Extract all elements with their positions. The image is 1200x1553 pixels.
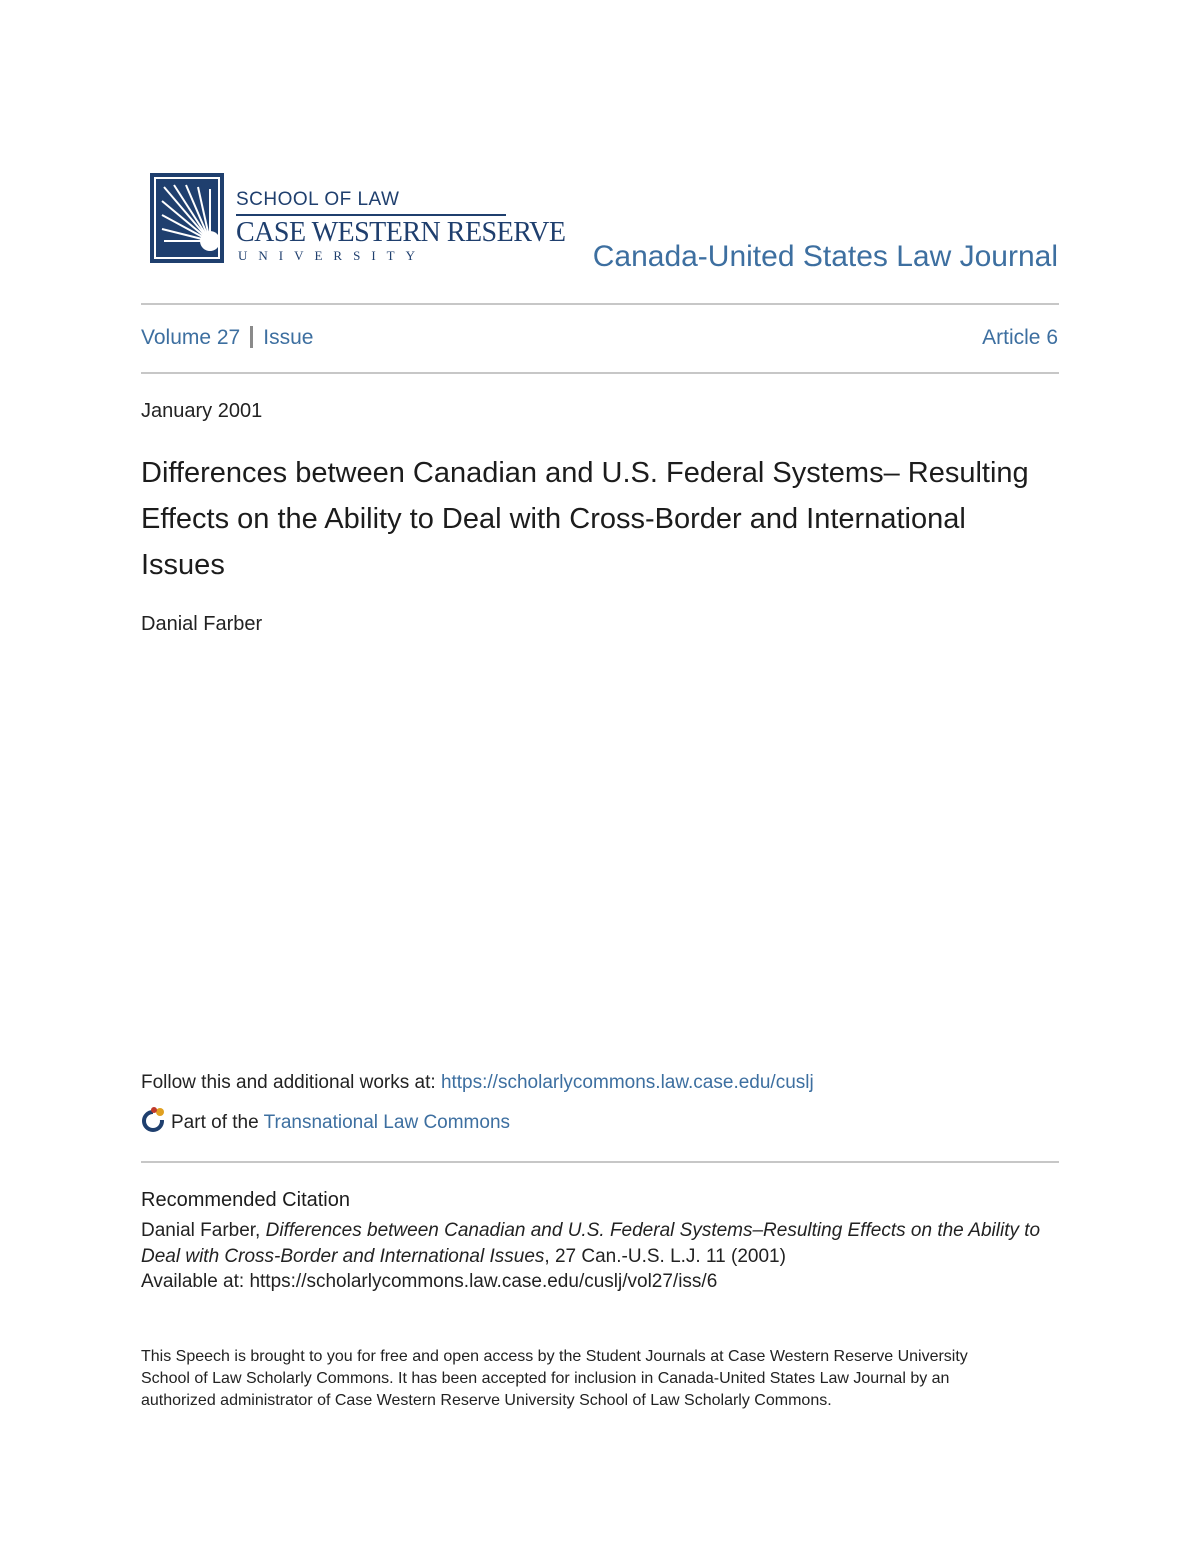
volume-issue: [141, 326, 313, 350]
citation-title: Differences between Canadian and U.S. Federal Systems–Resulting Effects on the Ability to Deal with Cross-Border and International Issues: [141, 1220, 1041, 1267]
logo-university-name: CASE WESTERN RESERVE: [236, 217, 566, 248]
citation-text: [141, 1218, 1061, 1270]
commons-icon: [141, 1106, 167, 1132]
part-of-line: [141, 1106, 510, 1136]
article-number-link[interactable]: Article 6: [982, 326, 1058, 349]
meta-divider: [141, 372, 1059, 374]
article-title: Differences between Canadian and U.S. Federal Systems– Resulting Effects on the Ability to Deal with Cross-Border and International Issues: [141, 457, 1029, 581]
available-at-line: [141, 1271, 717, 1293]
logo-university-label: UNIVERSITY: [238, 248, 426, 263]
follow-label: Follow this and additional works at:: [141, 1072, 436, 1093]
school-logo[interactable]: [150, 173, 566, 265]
citation-author: Danial Farber,: [141, 1220, 261, 1241]
access-statement: This Speech is brought to you for free and open access by the Student Journals at Case Western Reserve University School of Law Scholarly Commons. It has been accepted for inclusion in Canada-United States Law Journal by an authorized administrator of Case Western Reserve University School of Law Scholarly Commons.: [141, 1348, 968, 1409]
publication-date: January 2001: [141, 400, 263, 422]
follow-line: [141, 1072, 814, 1094]
collection-url-link[interactable]: https://scholarlycommons.law.case.edu/cuslj: [440, 1072, 814, 1093]
sunburst-logo-icon: [150, 173, 224, 263]
part-of-label: Part of the: [171, 1112, 259, 1133]
logo-school-text: SCHOOL OF LAW: [236, 189, 400, 210]
logo-divider: [236, 214, 506, 216]
available-url[interactable]: https://scholarlycommons.law.case.edu/cuslj/vol27/iss/6: [249, 1271, 718, 1292]
header-divider: [141, 303, 1059, 305]
discipline-link[interactable]: Transnational Law Commons: [263, 1112, 511, 1133]
volume-link[interactable]: Volume 27: [141, 326, 241, 349]
volume-issue-separator: [250, 326, 253, 348]
journal-title-link[interactable]: Canada-United States Law Journal: [592, 240, 1058, 273]
citation-source: , 27 Can.-U.S. L.J. 11 (2001): [544, 1246, 786, 1267]
recommended-citation-heading: Recommended Citation: [141, 1189, 350, 1211]
available-label: Available at:: [141, 1271, 245, 1292]
citation-divider: [141, 1161, 1059, 1163]
issue-link[interactable]: Issue: [263, 326, 314, 349]
article-author: Danial Farber: [141, 613, 263, 635]
